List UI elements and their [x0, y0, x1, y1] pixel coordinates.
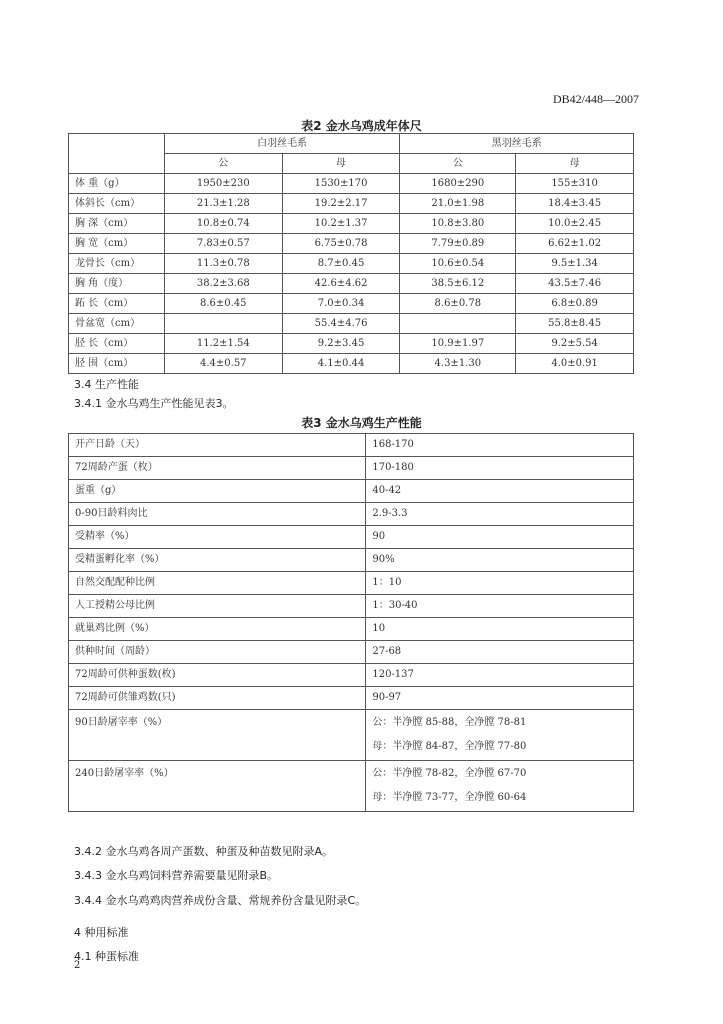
row-label: 72周龄产蛋（枚） — [69, 457, 366, 480]
table-row — [69, 572, 634, 595]
header-sex-cell: 公 — [400, 154, 516, 174]
measurement-cell: 21.3±1.28 — [164, 194, 282, 214]
slaughter-label: 90日龄屠宰率（%） — [75, 717, 168, 728]
section-4-heading: 4 种用标准 — [74, 926, 129, 939]
slaughter-rate-row — [69, 761, 634, 812]
measurement-cell: 9.5±1.34 — [516, 254, 634, 274]
table-row — [69, 214, 634, 234]
measurement-cell: 4.0±0.91 — [516, 354, 634, 374]
row-value: 10 — [366, 618, 634, 641]
measurement-cell: 55.8±8.45 — [516, 314, 634, 334]
table-row — [69, 480, 634, 503]
row-label: 72周龄可供雏鸡数(只) — [69, 687, 366, 710]
table-row — [69, 457, 634, 480]
section-3-4-heading: 3.4 生产性能 — [74, 378, 139, 391]
table-row — [69, 174, 634, 194]
row-label: 跖 长（cm） — [69, 294, 165, 314]
row-label: 0-90日龄料肉比 — [69, 503, 366, 526]
measurement-cell: 10.8±3.80 — [400, 214, 516, 234]
row-label: 胫 长（cm） — [69, 334, 165, 354]
measurement-cell — [164, 314, 282, 334]
table-row — [69, 314, 634, 334]
header-sex-cell: 母 — [516, 154, 634, 174]
table-row — [69, 641, 634, 664]
slaughter-male-value: 公：半净膛 85-88，全净膛 78-81 — [372, 717, 527, 728]
row-value: 2.9-3.3 — [366, 503, 634, 526]
measurement-cell: 18.4±3.45 — [516, 194, 634, 214]
table-row — [69, 334, 634, 354]
header-blank-cell — [69, 134, 165, 174]
row-value: 168-170 — [366, 434, 634, 457]
measurement-cell: 21.0±1.98 — [400, 194, 516, 214]
measurement-cell — [400, 314, 516, 334]
table-row — [69, 234, 634, 254]
slaughter-male-value: 公：半净膛 78-82，全净膛 67-70 — [372, 768, 527, 779]
measurement-cell: 43.5±7.46 — [516, 274, 634, 294]
measurement-cell: 55.4±4.76 — [282, 314, 400, 334]
row-value: 27-68 — [366, 641, 634, 664]
row-value: 1：10 — [366, 572, 634, 595]
table-row — [69, 687, 634, 710]
measurement-cell: 9.2±5.54 — [516, 334, 634, 354]
measurement-cell: 6.62±1.02 — [516, 234, 634, 254]
para-3-4-2: 3.4.2 金水乌鸡各周产蛋数、种蛋及种苗数见附录A。 — [74, 845, 334, 858]
table-row — [69, 294, 634, 314]
measurement-cell: 8.6±0.78 — [400, 294, 516, 314]
table-row — [69, 618, 634, 641]
row-label: 骨盆宽（cm） — [69, 314, 165, 334]
table-row — [69, 664, 634, 687]
para-3-4-3: 3.4.3 金水乌鸡饲料营养需要量见附录B。 — [74, 869, 279, 882]
table3-caption: 表3 金水乌鸡生产性能 — [301, 416, 422, 430]
para-3-4-1: 3.4.1 金水乌鸡生产性能见表3。 — [74, 397, 234, 410]
measurement-cell: 4.1±0.44 — [282, 354, 400, 374]
row-value — [366, 710, 634, 761]
measurement-cell: 9.2±3.45 — [282, 334, 400, 354]
table-row — [69, 354, 634, 374]
row-value: 1：30-40 — [366, 595, 634, 618]
row-label: 胸 深（cm） — [69, 214, 165, 234]
header-sex-cell: 公 — [164, 154, 282, 174]
table-row — [69, 254, 634, 274]
measurement-cell: 155±310 — [516, 174, 634, 194]
measurement-cell: 6.8±0.89 — [516, 294, 634, 314]
row-label: 72周龄可供种蛋数(枚) — [69, 664, 366, 687]
measurement-cell: 6.75±0.78 — [282, 234, 400, 254]
slaughter-rate-row — [69, 710, 634, 761]
measurement-cell: 8.6±0.45 — [164, 294, 282, 314]
slaughter-label: 240日龄屠宰率（%） — [75, 768, 174, 779]
row-label: 受精率（%） — [69, 526, 366, 549]
measurement-cell: 8.7±0.45 — [282, 254, 400, 274]
measurement-cell: 11.2±1.54 — [164, 334, 282, 354]
slaughter-female-value: 母：半净膛 84-87，全净膛 77-80 — [372, 741, 527, 752]
measurement-cell: 11.3±0.78 — [164, 254, 282, 274]
row-label: 胫 围（cm） — [69, 354, 165, 374]
header-white-feather-group: 白羽丝毛系 — [164, 134, 400, 154]
measurement-cell: 10.0±2.45 — [516, 214, 634, 234]
header-black-feather-group: 黑羽丝毛系 — [400, 134, 634, 154]
slaughter-female-value: 母：半净膛 73-77，全净膛 60-64 — [372, 792, 527, 803]
document-code: DB42/448—2007 — [552, 92, 639, 106]
row-value: 90% — [366, 549, 634, 572]
row-value: 90-97 — [366, 687, 634, 710]
table-row — [69, 274, 634, 294]
row-label: 自然交配配种比例 — [69, 572, 366, 595]
table-row — [69, 549, 634, 572]
measurement-cell: 1530±170 — [282, 174, 400, 194]
row-label: 胸 宽（cm） — [69, 234, 165, 254]
table-row — [69, 595, 634, 618]
row-label — [69, 761, 366, 812]
table-row — [69, 434, 634, 457]
row-value — [366, 761, 634, 812]
para-3-4-4: 3.4.4 金水乌鸡鸡肉营养成份含量、常规养份含量见附录C。 — [74, 894, 367, 907]
measurement-cell: 42.6±4.62 — [282, 274, 400, 294]
table-row — [69, 526, 634, 549]
row-label: 就巢鸡比例（%） — [69, 618, 366, 641]
measurement-cell: 10.9±1.97 — [400, 334, 516, 354]
table-row — [69, 503, 634, 526]
row-label — [69, 710, 366, 761]
measurement-cell: 19.2±2.17 — [282, 194, 400, 214]
header-sex-cell: 母 — [282, 154, 400, 174]
row-label: 胸 角（度） — [69, 274, 165, 294]
measurement-cell: 4.3±1.30 — [400, 354, 516, 374]
measurement-cell: 38.2±3.68 — [164, 274, 282, 294]
row-label: 受精蛋孵化率（%） — [69, 549, 366, 572]
row-label: 蛋重（g） — [69, 480, 366, 503]
row-value: 170-180 — [366, 457, 634, 480]
production-performance-table — [68, 433, 634, 812]
measurement-cell: 10.8±0.74 — [164, 214, 282, 234]
measurement-cell: 38.5±6.12 — [400, 274, 516, 294]
row-label: 体斜长（cm） — [69, 194, 165, 214]
measurement-cell: 1680±290 — [400, 174, 516, 194]
row-value: 40-42 — [366, 480, 634, 503]
measurement-cell: 10.6±0.54 — [400, 254, 516, 274]
table2-caption: 表2 金水乌鸡成年体尺 — [301, 119, 422, 133]
row-label: 开产日龄（天） — [69, 434, 366, 457]
measurement-cell: 10.2±1.37 — [282, 214, 400, 234]
measurement-cell: 7.79±0.89 — [400, 234, 516, 254]
row-label: 龙骨长（cm） — [69, 254, 165, 274]
measurement-cell: 7.0±0.34 — [282, 294, 400, 314]
row-label: 供种时间（周龄） — [69, 641, 366, 664]
row-label: 人工授精公母比例 — [69, 595, 366, 618]
table-header-row — [69, 134, 634, 154]
measurement-cell: 1950±230 — [164, 174, 282, 194]
body-measurements-table — [68, 133, 634, 374]
page-number: 2 — [74, 960, 81, 971]
measurement-cell: 7.83±0.57 — [164, 234, 282, 254]
row-value: 120-137 — [366, 664, 634, 687]
row-label: 体 重（g） — [69, 174, 165, 194]
row-value: 90 — [366, 526, 634, 549]
section-4-1-heading: 4.1 种蛋标准 — [74, 950, 139, 963]
table-row — [69, 194, 634, 214]
measurement-cell: 4.4±0.57 — [164, 354, 282, 374]
